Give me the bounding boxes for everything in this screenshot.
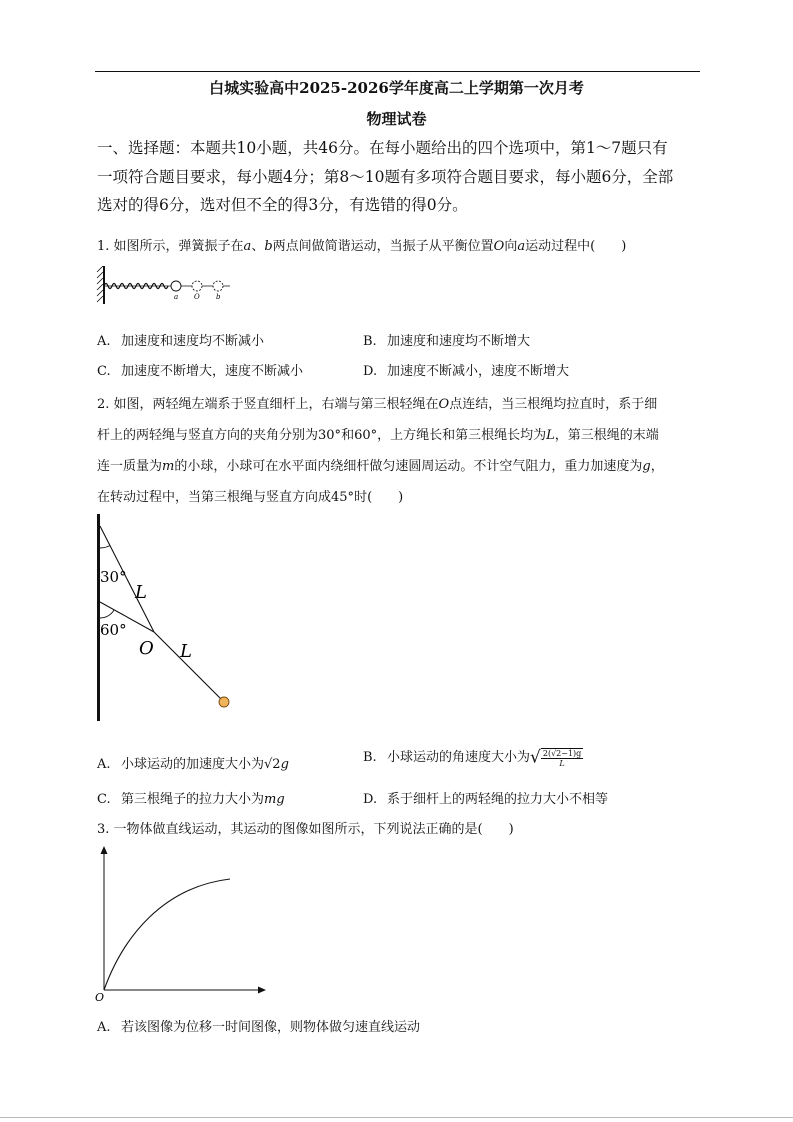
q2-option-c[interactable]: C. 第三根绳子的拉力大小为mg <box>97 792 285 807</box>
q1-label-a: a <box>174 293 179 301</box>
page-bottom-rule <box>0 1117 793 1118</box>
q1-mass-o <box>192 281 202 291</box>
q1-option-c[interactable]: C. 加速度不断增大，速度不断减小 <box>97 364 304 379</box>
q3-x-arrow <box>258 987 266 994</box>
q2-label-angle-30: 30° <box>100 568 127 586</box>
section-line-3: 选对的得6分，选对但不全的得3分，有选错的得0分。 <box>97 196 468 214</box>
q2-option-a[interactable]: A. 小球运动的加速度大小为√2g <box>97 757 289 772</box>
q3-curve <box>104 879 230 990</box>
q1-option-d[interactable]: D. 加速度不断减小，速度不断增大 <box>363 364 570 379</box>
q2-stem-line-4: 在转动过程中，当第三根绳与竖直方向成45°时( ) <box>97 490 404 505</box>
q1-label-b: b <box>216 293 221 301</box>
q1-wall <box>97 266 104 304</box>
section-line-2: 一项符合题目要求，每小题4分；第8～10题有多项符合题目要求，每小题6分，全部 <box>97 167 674 186</box>
q2-vertical-rod <box>97 514 100 721</box>
section-line-1: 一、选择题：本题共10小题，共46分。在每小题给出的四个选项中，第1～7题只有 <box>97 139 668 157</box>
q3-stem: 3. 一物体做直线运动，其运动的图像如图所示，下列说法正确的是( ) <box>97 822 514 837</box>
q3-option-a[interactable]: A. 若该图像为位移一时间图像，则物体做匀速直线运动 <box>97 1020 421 1035</box>
q3-label-origin: O <box>95 991 105 1004</box>
q2-label-o: O <box>139 638 154 659</box>
q2-sqrt-sign: √ <box>530 747 541 768</box>
q2-label-l-third: L <box>180 641 192 662</box>
q2-rope-figure <box>88 512 248 727</box>
q1-mass-b <box>213 281 223 291</box>
exam-subtitle: 物理试卷 <box>366 110 427 128</box>
section-instructions <box>97 134 673 220</box>
header-rule <box>95 71 700 72</box>
q1-stem: 1. 如图所示，弹簧振子在a、b两点间做简谐运动，当振子从平衡位置O向a运动过程中( ) <box>97 239 627 254</box>
q2-label-angle-60: 60° <box>100 621 127 639</box>
q2-arc-60 <box>100 610 114 618</box>
q3-y-arrow <box>101 846 108 854</box>
q1-option-a[interactable]: A. 加速度和速度均不断减小 <box>97 334 265 349</box>
q2-stem-line-3: 连一质量为m的小球，小球可在水平面内绕细杆做匀速圆周运动。不计空气阻力，重力加速度为g， <box>97 459 664 474</box>
q2-option-b[interactable]: B. 小球运动的角速度大小为√ $\frac{2(√2-1)g}{L}$ <box>363 747 582 768</box>
q2-stem-line-1: 2. 如图，两轻绳左端系于竖直细杆上，右端与第三根轻绳在O点连结，当三根绳均拉直时，系于细 <box>97 397 658 412</box>
q1-option-b[interactable]: B. 加速度和速度均不断增大 <box>363 334 531 349</box>
q1-spring-figure <box>96 262 236 310</box>
q2-label-l-upper: L <box>135 582 147 603</box>
q2-option-d[interactable]: D. 系于细杆上的两轻绳的拉力大小不相等 <box>363 792 609 807</box>
q2-arc-30 <box>100 546 110 549</box>
q2-ball <box>219 697 229 707</box>
q2-stem-line-2: 杆上的两轻绳与竖直方向的夹角分别为30°和60°，上方绳长和第三根绳长均为L，第三根绳的末端 <box>97 428 659 443</box>
q2-fraction: $\frac{2(√2-1)g}{L}$ <box>542 748 582 768</box>
exam-title: 白城实验高中2025-2026学年度高二上学期第一次月考 <box>209 79 584 97</box>
q3-graph-figure <box>93 842 273 1004</box>
q1-mass-a <box>171 281 181 291</box>
q1-label-o: O <box>194 293 200 301</box>
